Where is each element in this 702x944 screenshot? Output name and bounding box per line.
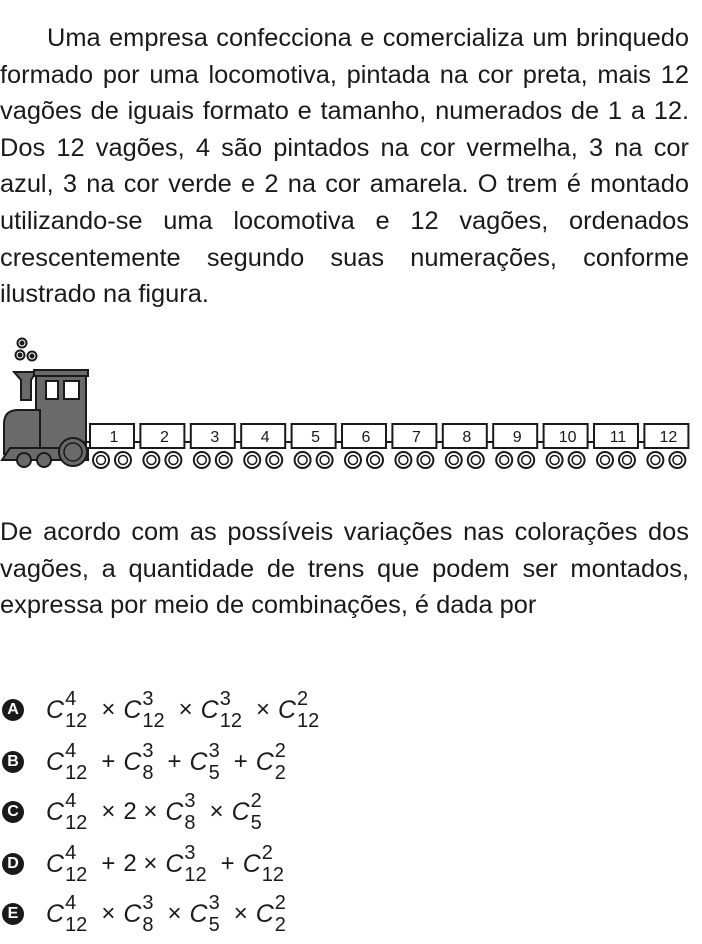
combination-indices bbox=[274, 740, 286, 784]
wheel bbox=[669, 452, 685, 468]
combination-indices bbox=[65, 842, 88, 886]
combination-indices bbox=[65, 790, 88, 834]
combination-symbol: C bbox=[277, 695, 297, 724]
option-expression bbox=[46, 688, 325, 732]
option-letter-badge: B bbox=[2, 751, 24, 773]
combination-k: 4 bbox=[65, 688, 77, 710]
combination-k: 3 bbox=[142, 688, 154, 710]
combination-n: 12 bbox=[65, 812, 88, 834]
wheel bbox=[194, 452, 210, 468]
combination-symbol: C bbox=[242, 849, 261, 878]
option-d[interactable] bbox=[0, 842, 690, 886]
combination-k: 4 bbox=[65, 892, 77, 914]
combination-indices bbox=[297, 688, 320, 732]
combination-n: 5 bbox=[208, 914, 220, 936]
option-a[interactable] bbox=[0, 688, 690, 732]
combination-indices bbox=[65, 688, 88, 732]
option-expression bbox=[46, 892, 292, 936]
operator: + bbox=[101, 850, 116, 877]
operator: + bbox=[220, 850, 235, 877]
wagon-6 bbox=[336, 424, 386, 468]
option-expression bbox=[46, 740, 292, 784]
combination-symbol: C bbox=[123, 747, 142, 776]
combination-k: 3 bbox=[142, 892, 154, 914]
combination-k: 2 bbox=[261, 842, 273, 864]
combination-n: 2 bbox=[274, 762, 286, 784]
combination-k: 3 bbox=[219, 688, 231, 710]
combination-n: 12 bbox=[219, 710, 242, 732]
wheel bbox=[143, 452, 159, 468]
wheel bbox=[244, 452, 260, 468]
combination-n: 12 bbox=[65, 710, 88, 732]
wagon-number: 9 bbox=[512, 429, 522, 446]
wagon-number: 2 bbox=[159, 429, 169, 446]
combination-k: 3 bbox=[142, 740, 154, 762]
wagon-number: 1 bbox=[109, 429, 119, 446]
combination-k: 2 bbox=[274, 892, 286, 914]
combination-n: 8 bbox=[142, 762, 154, 784]
option-c[interactable] bbox=[0, 790, 690, 834]
wheel bbox=[417, 452, 433, 468]
combination-symbol: C bbox=[165, 849, 184, 878]
combination-indices bbox=[208, 740, 220, 784]
wheel bbox=[619, 452, 635, 468]
option-expression bbox=[46, 842, 290, 886]
train-figure bbox=[0, 336, 702, 472]
combination-indices bbox=[142, 740, 154, 784]
coefficient: 2 × bbox=[123, 798, 158, 825]
wheel bbox=[468, 452, 484, 468]
locomotive bbox=[2, 339, 88, 468]
combination-k: 2 bbox=[297, 688, 309, 710]
combination-indices bbox=[184, 842, 207, 886]
combination-k: 3 bbox=[208, 892, 220, 914]
intro-text: Uma empresa confecciona e comercializa um brinquedo formado por uma locomotiva, pintada na cor preta, mais 12 vagões de iguais formato e tamanho, numerados de 1 a 12. Dos 12 vagões, 4 são pintados na cor vermelha, 3 na cor azul, 3 na cor verde e 2 na cor amarela. O trem é montado utilizando-se uma locomotiva e 12 vagões, ordenados crescentemente segundo suas numerações, conforme ilustrado na figura. bbox=[0, 24, 689, 309]
wagon-5 bbox=[286, 424, 336, 468]
combination-n: 12 bbox=[297, 710, 320, 732]
wagon-number: 10 bbox=[558, 429, 577, 446]
wheel bbox=[295, 452, 311, 468]
wagon-8 bbox=[437, 424, 487, 468]
combination-symbol: C bbox=[46, 747, 65, 776]
wagon-number: 8 bbox=[462, 429, 472, 446]
operator: × bbox=[101, 798, 116, 825]
wagon-number: 12 bbox=[659, 429, 678, 446]
wheel bbox=[547, 452, 563, 468]
operator: × bbox=[101, 696, 116, 723]
wheel bbox=[216, 452, 232, 468]
combination-n: 5 bbox=[208, 762, 220, 784]
wheel bbox=[446, 452, 462, 468]
wagon-9 bbox=[487, 424, 537, 468]
wheel bbox=[165, 452, 181, 468]
wagon-3 bbox=[185, 424, 235, 468]
combination-n: 12 bbox=[65, 864, 88, 886]
smoke-puffs bbox=[16, 339, 37, 361]
combination-indices bbox=[219, 688, 242, 732]
combination-symbol: C bbox=[46, 797, 65, 826]
wagon-number: 6 bbox=[361, 429, 371, 446]
option-letter-badge: E bbox=[2, 903, 24, 925]
wagon-number: 3 bbox=[210, 429, 220, 446]
combination-indices bbox=[250, 790, 262, 834]
combination-indices bbox=[184, 790, 196, 834]
combination-symbol: C bbox=[46, 695, 65, 724]
wagon-number: 7 bbox=[411, 429, 421, 446]
wagon-7 bbox=[386, 424, 436, 468]
combination-indices bbox=[142, 688, 165, 732]
combination-k: 3 bbox=[208, 740, 220, 762]
operator: + bbox=[101, 748, 116, 775]
wagon-2 bbox=[134, 424, 184, 468]
combination-k: 4 bbox=[65, 790, 77, 812]
wheel bbox=[345, 452, 361, 468]
combination-symbol: C bbox=[255, 747, 274, 776]
option-letter-badge: A bbox=[2, 699, 24, 721]
combination-n: 5 bbox=[250, 812, 262, 834]
combination-indices bbox=[142, 892, 154, 936]
combination-n: 12 bbox=[65, 762, 88, 784]
option-b[interactable] bbox=[0, 740, 690, 784]
combination-n: 2 bbox=[274, 914, 286, 936]
wheel bbox=[518, 452, 534, 468]
operator: × bbox=[255, 696, 270, 723]
wagon-1 bbox=[84, 424, 134, 468]
combination-symbol: C bbox=[46, 899, 65, 928]
combination-n: 12 bbox=[142, 710, 165, 732]
combination-indices bbox=[65, 740, 88, 784]
wagon-number: 4 bbox=[260, 429, 270, 446]
wheel bbox=[367, 452, 383, 468]
question-paragraph bbox=[0, 514, 689, 624]
combination-symbol: C bbox=[46, 849, 65, 878]
operator: × bbox=[178, 696, 193, 723]
wagon-number: 11 bbox=[609, 429, 627, 446]
wagon-4 bbox=[235, 424, 285, 468]
wheel bbox=[317, 452, 333, 468]
wheel bbox=[597, 452, 613, 468]
combination-indices bbox=[65, 892, 88, 936]
wheel bbox=[395, 452, 411, 468]
wheel bbox=[266, 452, 282, 468]
operator: × bbox=[209, 798, 224, 825]
question-text: De acordo com as possíveis variações nas colorações dos vagões, a quantidade de trens que podem ser montados, expressa por meio de combinações, é dada por bbox=[0, 518, 689, 620]
combination-symbol: C bbox=[189, 899, 208, 928]
coefficient: 2 × bbox=[123, 850, 158, 877]
option-letter-badge: C bbox=[2, 801, 24, 823]
intro-paragraph bbox=[0, 20, 689, 313]
combination-k: 3 bbox=[184, 842, 196, 864]
option-letter-badge: D bbox=[2, 853, 24, 875]
combination-indices bbox=[274, 892, 286, 936]
wheel bbox=[115, 452, 131, 468]
combination-k: 2 bbox=[250, 790, 262, 812]
combination-k: 4 bbox=[65, 842, 77, 864]
combination-symbol: C bbox=[123, 695, 142, 724]
wheel bbox=[93, 452, 109, 468]
wagon-12 bbox=[638, 424, 688, 468]
operator: + bbox=[233, 748, 248, 775]
combination-k: 4 bbox=[65, 740, 77, 762]
wagon-11 bbox=[588, 424, 638, 468]
combination-k: 2 bbox=[274, 740, 286, 762]
wheel bbox=[496, 452, 512, 468]
operator: × bbox=[233, 900, 248, 927]
combination-symbol: C bbox=[123, 899, 142, 928]
wagon-10 bbox=[538, 424, 588, 468]
operator: × bbox=[101, 900, 116, 927]
combination-symbol: C bbox=[255, 899, 274, 928]
operator: × bbox=[167, 900, 182, 927]
wheel bbox=[569, 452, 585, 468]
combination-n: 12 bbox=[261, 864, 284, 886]
combination-indices bbox=[208, 892, 220, 936]
wheel bbox=[647, 452, 663, 468]
option-e[interactable] bbox=[0, 892, 690, 936]
combination-n: 8 bbox=[142, 914, 154, 936]
combination-n: 12 bbox=[65, 914, 88, 936]
combination-n: 8 bbox=[184, 812, 196, 834]
combination-k: 3 bbox=[184, 790, 196, 812]
operator: + bbox=[167, 748, 182, 775]
combination-symbol: C bbox=[231, 797, 250, 826]
combination-indices bbox=[261, 842, 284, 886]
wagons bbox=[84, 424, 688, 468]
combination-symbol: C bbox=[200, 695, 219, 724]
combination-symbol: C bbox=[189, 747, 208, 776]
combination-symbol: C bbox=[165, 797, 184, 826]
wagon-number: 5 bbox=[311, 429, 321, 446]
option-expression bbox=[46, 790, 268, 834]
combination-n: 12 bbox=[184, 864, 207, 886]
